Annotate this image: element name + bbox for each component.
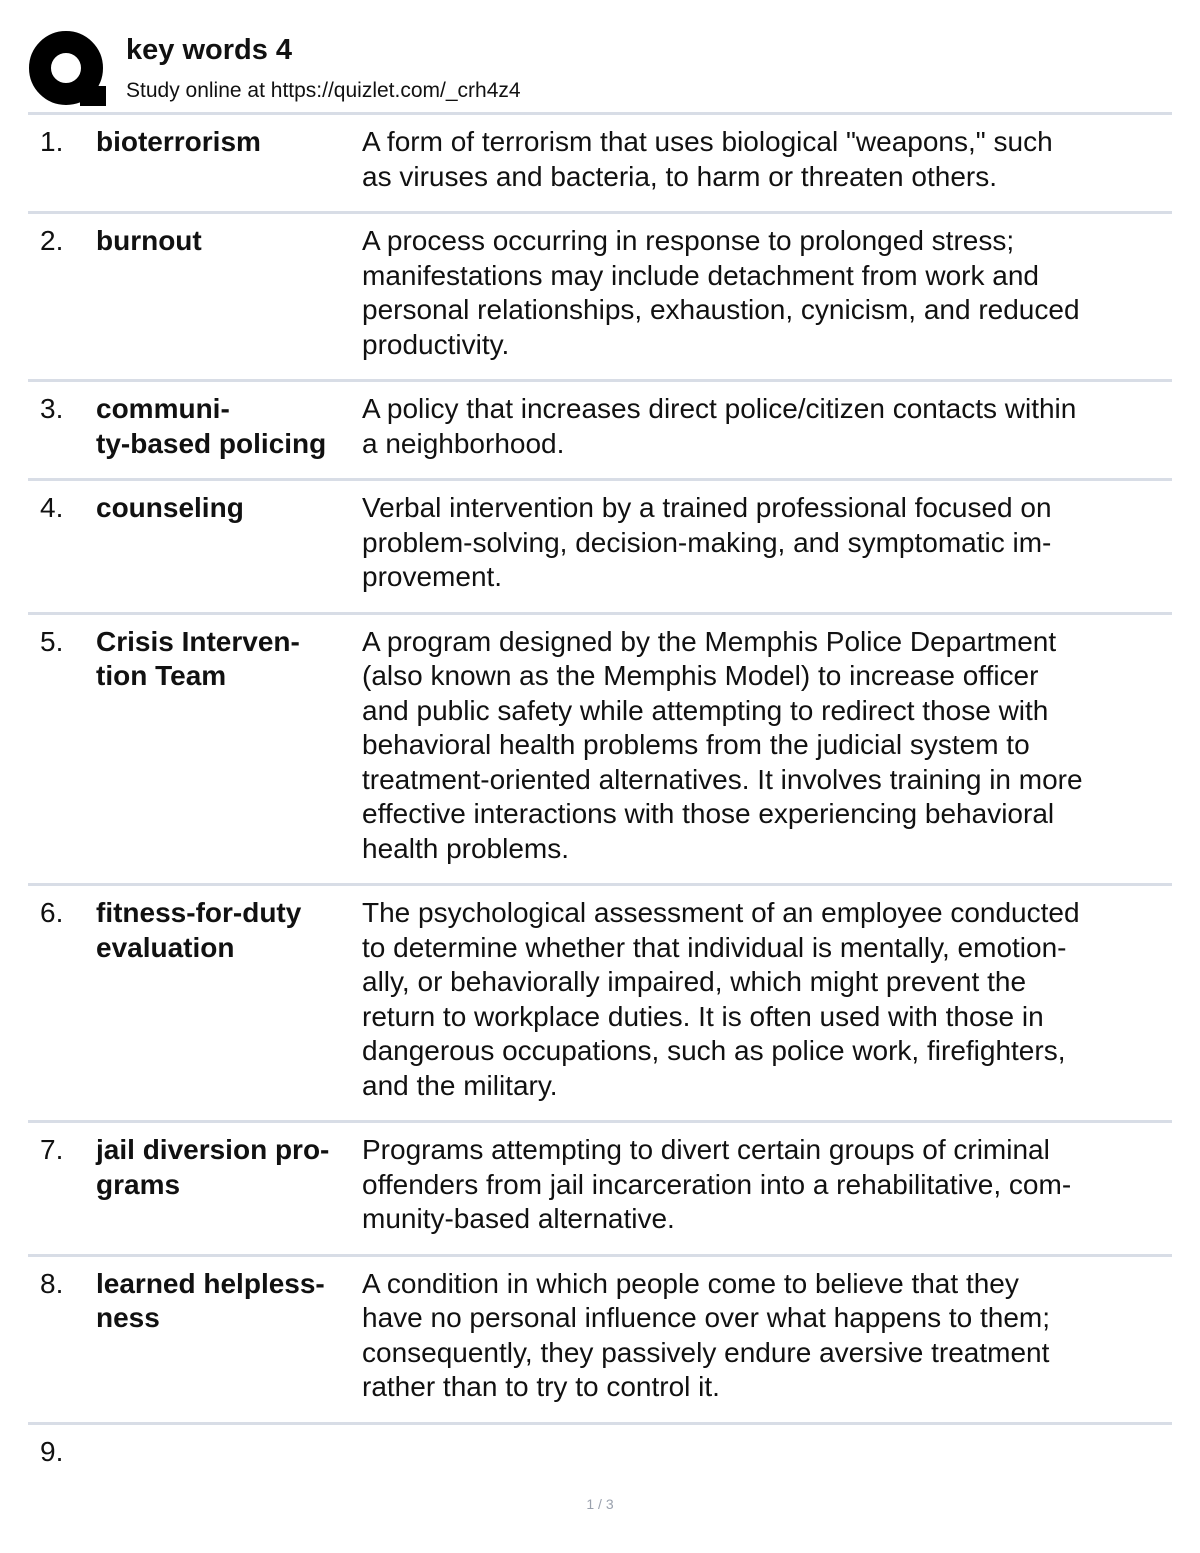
study-online-link-text: Study online at https://quizlet.com/_crh4z4 bbox=[126, 79, 521, 102]
term-number: 5. bbox=[40, 625, 64, 657]
term-definition: A form of terrorism that uses biological "weapons," such as viruses and bacteria, to harm or threaten others. bbox=[362, 126, 1053, 192]
terms-list bbox=[28, 115, 1172, 1486]
term-number: 3. bbox=[40, 393, 64, 424]
term-word: communi- ty-based policing bbox=[96, 393, 327, 459]
term-row bbox=[28, 615, 1172, 887]
term-row bbox=[28, 214, 1172, 382]
term-row bbox=[28, 886, 1172, 1123]
term-number: 1. bbox=[40, 126, 64, 157]
term-number: 2. bbox=[40, 225, 64, 256]
term-row bbox=[28, 382, 1172, 481]
term-definition: A condition in which people come to believe that they have no personal influence over what happens to them; consequently, they passively endure aversive treatment rather than to try to control it. bbox=[362, 1267, 1051, 1402]
term-row bbox=[28, 481, 1172, 615]
term-word: learned helpless- ness bbox=[96, 1267, 325, 1333]
term-definition: The psychological assessment of an employee conducted to determine whether that individual is mentally, emotion- ally, or behaviorally impaired, which might prevent the return to workplace duties. It is often used with those in dangerous occupations, such as police work, firefighters, and the military. bbox=[362, 897, 1080, 1101]
term-definition: A program designed by the Memphis Police Department (also known as the Memphis Model) to increase officer and public safety while attempting to redirect those with behavioral health problems from the judicial system to treatment-oriented alternatives. It involves training in more effective interactions with those experiencing behavioral health problems. bbox=[362, 625, 1083, 864]
term-definition: A policy that increases direct police/citizen contacts within a neighborhood. bbox=[362, 393, 1077, 459]
page-header bbox=[28, 26, 1172, 110]
term-number: 4. bbox=[40, 492, 64, 523]
term-definition: Programs attempting to divert certain groups of criminal offenders from jail incarceration into a rehabilitative, com- munity-based alternative. bbox=[362, 1134, 1072, 1234]
term-number: 9. bbox=[40, 1435, 64, 1467]
page-number: 1 / 3 bbox=[586, 1496, 614, 1512]
term-definition: Verbal intervention by a trained professional focused on problem-solving, decision-making, and symptomatic im- provement. bbox=[362, 492, 1052, 592]
term-number: 6. bbox=[40, 897, 64, 928]
term-row bbox=[28, 1425, 1172, 1487]
term-row bbox=[28, 1123, 1172, 1257]
page-title: key words 4 bbox=[126, 34, 293, 66]
term-word: fitness-for-duty evaluation bbox=[96, 897, 302, 963]
term-definition bbox=[362, 1435, 1172, 1470]
quizlet-q-logo-icon bbox=[28, 30, 108, 110]
term-word: counseling bbox=[96, 492, 244, 523]
term-row bbox=[28, 1257, 1172, 1425]
term-definition: A process occurring in response to prolonged stress; manifestations may include detachment from work and personal relationships, exhaustion, cynicism, and reduced productivity. bbox=[362, 225, 1080, 360]
term-number: 7. bbox=[40, 1134, 64, 1165]
term-word bbox=[96, 1435, 362, 1470]
term-word: Crisis Interven- tion Team bbox=[96, 625, 300, 691]
term-number: 8. bbox=[40, 1267, 64, 1299]
term-word: burnout bbox=[96, 225, 202, 256]
term-word: jail diversion pro- grams bbox=[96, 1134, 330, 1200]
term-word: bioterrorism bbox=[96, 126, 261, 157]
term-row bbox=[28, 115, 1172, 214]
